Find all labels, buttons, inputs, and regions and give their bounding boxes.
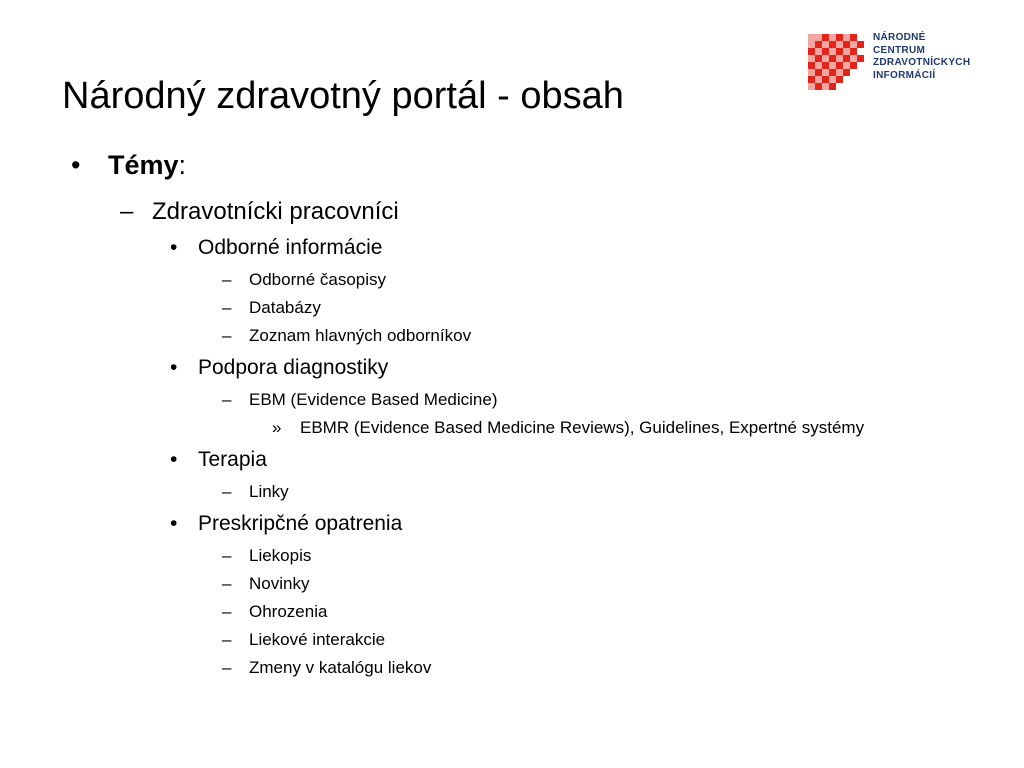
logo-line: NÁRODNÉ (873, 32, 926, 43)
dash-marker: – (222, 482, 232, 501)
topic-label: Témy (108, 150, 179, 180)
dash-marker: – (222, 658, 232, 677)
list-item (222, 658, 431, 678)
nczi-logo-text (873, 32, 970, 82)
dash-marker: – (222, 270, 232, 289)
topic-heading (108, 150, 186, 181)
section-heading (170, 236, 382, 260)
list-item (222, 602, 327, 622)
list-item (222, 298, 321, 318)
dash-marker: – (222, 326, 232, 345)
list-item (222, 574, 309, 594)
section-label: Odborné informácie (198, 236, 383, 259)
list-item-label: Linky (249, 482, 289, 501)
section-label: Terapia (198, 448, 267, 471)
list-item (222, 326, 471, 346)
list-item-label: Novinky (249, 574, 310, 593)
dash-marker: – (120, 198, 134, 225)
list-item (222, 630, 385, 650)
list-item-label: Databázy (249, 298, 321, 317)
nczi-logo-mark (808, 34, 864, 90)
dash-marker: – (222, 602, 232, 621)
section-heading (170, 512, 402, 536)
section-heading (170, 448, 267, 472)
dash-marker: – (222, 574, 232, 593)
slide-title: Národný zdravotný portál - obsah (62, 75, 624, 117)
dash-marker: – (222, 298, 232, 317)
dash-marker: – (222, 630, 232, 649)
logo-line: ZDRAVOTNÍCKYCH (873, 57, 971, 68)
raquo-marker: » (272, 418, 282, 437)
bullet-marker: • (71, 150, 81, 180)
list-item (222, 390, 498, 410)
group-label: Zdravotnícki pracovníci (152, 198, 399, 225)
bullet-marker: • (170, 512, 178, 535)
list-item-label: Ohrozenia (249, 602, 328, 621)
bullet-marker: • (170, 356, 178, 379)
section-label: Preskripčné opatrenia (198, 512, 403, 535)
logo-line: CENTRUM (873, 44, 926, 56)
logo-line: INFORMÁCIÍ (873, 69, 936, 81)
topic-suffix: : (178, 150, 187, 180)
dash-marker: – (222, 390, 232, 409)
section-heading (170, 356, 388, 380)
nczi-logo (808, 34, 988, 90)
bullet-marker: • (170, 448, 178, 471)
outline-level2-item (120, 198, 399, 226)
list-item-label: Odborné časopisy (249, 270, 387, 289)
list-item-label: Liekové interakcie (249, 630, 386, 649)
dash-marker: – (222, 546, 232, 565)
list-item-label: Zoznam hlavných odborníkov (249, 326, 472, 345)
section-label: Podpora diagnostiky (198, 356, 389, 379)
list-item (222, 546, 311, 566)
list-item (222, 270, 386, 290)
list-item (222, 482, 289, 502)
list-item-label: Zmeny v katalógu liekov (249, 658, 432, 677)
list-subitem (272, 418, 864, 438)
list-item-label: EBM (Evidence Based Medicine) (249, 390, 498, 409)
list-item-label: Liekopis (249, 546, 312, 565)
outline-level1-item (71, 150, 186, 181)
bullet-marker: • (170, 236, 178, 259)
list-subitem-label: EBMR (Evidence Based Medicine Reviews), Guidelines, Expertné systémy (300, 418, 865, 437)
